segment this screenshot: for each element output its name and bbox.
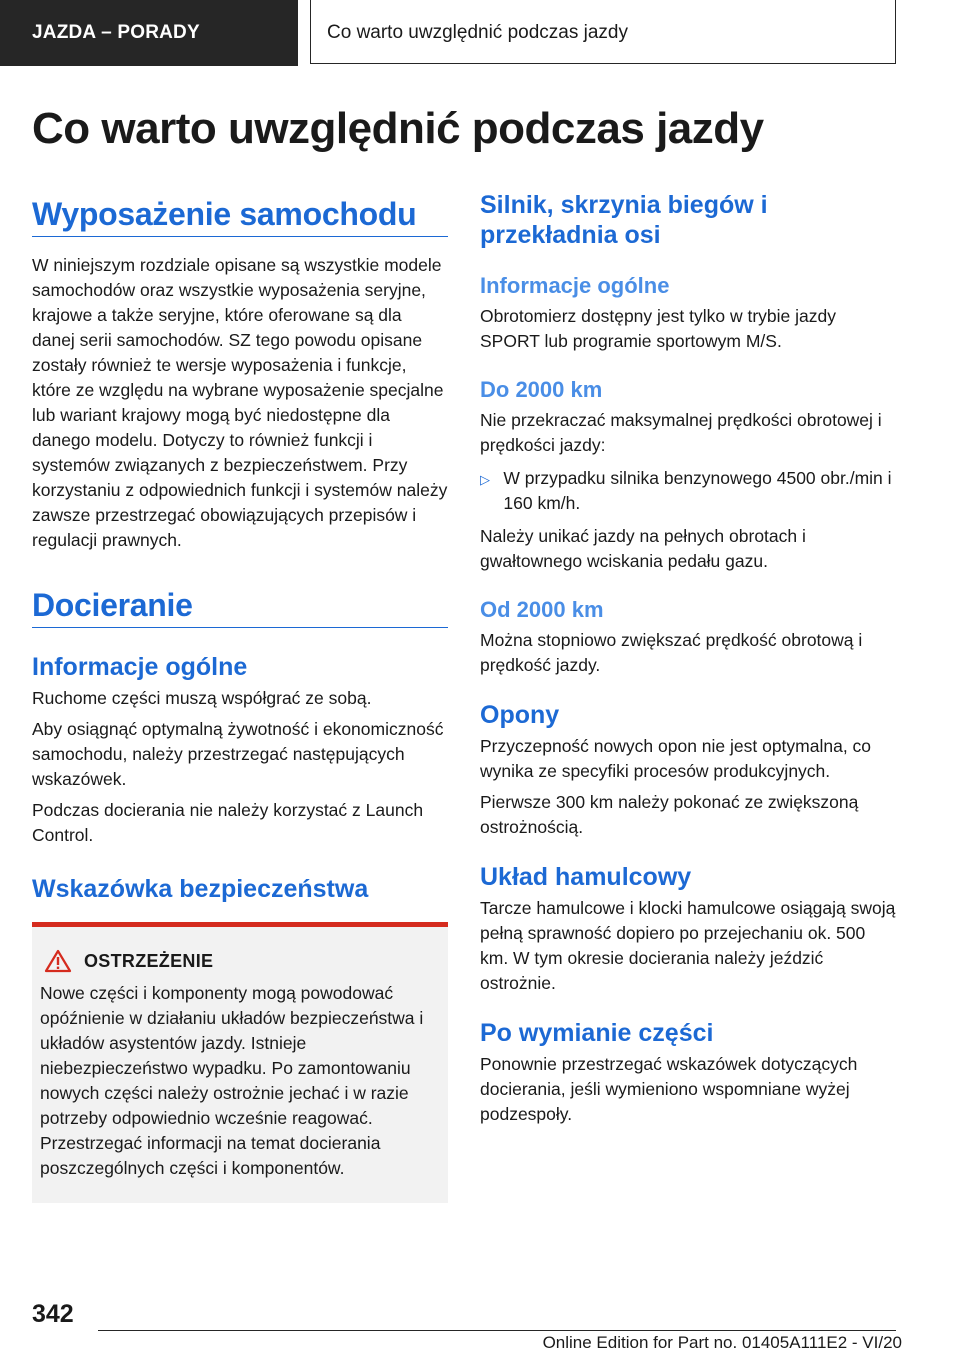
section-label: Co warto uwzględnić podczas jazdy xyxy=(310,0,896,64)
engine-general-text: Obrotomierz dostępny jest tylko w trybie jazdy SPORT lub programie sportowym M/S. xyxy=(480,306,836,351)
edition-text: Online Edition for Part no. 01405A111E2 - VI/20 xyxy=(542,1333,902,1352)
warning-text: Nowe części i komponenty mogą powodować opóźnienie w działaniu układów bezpieczeństwa i układów asystentów jazdy. Istnieje niebezpieczeństwo wypadku. Po zamontowaniu nowych części należy ostrożnie jechać i w razie potrzeby odpowiednio wcześnie reagować. Przestrzegać informacji na temat docierania poszczególnych części i komponentów. xyxy=(40,983,424,1178)
tires-p1: Przyczepność nowych opon nie jest optymalna, co wynika ze specyfiki procesów produkcyjnych. xyxy=(480,736,872,781)
heading-equipment: Wyposażenie samochodu xyxy=(32,194,448,237)
list-item xyxy=(480,466,896,516)
page-header xyxy=(0,0,960,66)
to-2000-text: Nie przekraczać maksymalnej prędkości obrotowej i prędkości jazdy: xyxy=(480,410,882,455)
tires-p2: Pierwsze 300 km należy pokonać ze zwiększoną ostrożnością. xyxy=(480,792,859,837)
heading-engine-general: Informacje ogólne xyxy=(480,273,670,298)
right-column xyxy=(480,190,896,1127)
footer-divider xyxy=(98,1330,896,1331)
breakin-p1: Ruchome części muszą współgrać ze sobą. xyxy=(32,688,372,708)
heading-parts: Po wymianie części xyxy=(480,1019,714,1047)
from-2000-text: Można stopniowo zwiększać prędkość obrotową i prędkość jazdy. xyxy=(480,630,863,675)
heading-to-2000: Do 2000 km xyxy=(480,377,603,402)
to-2000-text2: Należy unikać jazdy na pełnych obrotach i gwałtownego wciskania pedału gazu. xyxy=(480,526,806,571)
breakin-p3: Podczas docierania nie należy korzystać z Launch Control. xyxy=(32,800,424,845)
brakes-text: Tarcze hamulcowe i klocki hamulcowe osiągają swoją pełną sprawność dopiero po przejechaniu ok. 500 km. W tym okresie docierania należy jeździć ostrożnie. xyxy=(480,898,896,993)
chapter-label: JAZDA – PORADY xyxy=(0,0,298,66)
heading-safety: Wskazówka bezpieczeństwa xyxy=(32,875,369,903)
warning-header xyxy=(40,949,436,973)
warning-title: OSTRZEŻENIE xyxy=(84,950,214,971)
heading-from-2000: Od 2000 km xyxy=(480,597,604,622)
triangle-bullet-icon: ▷ xyxy=(480,472,490,487)
warning-triangle-icon xyxy=(44,949,72,973)
bullet-text: W przypadku silnika benzynowego 4500 obr./min i 160 km/h. xyxy=(503,468,892,513)
breakin-p2: Aby osiągnąć optymalną żywotność i ekonomiczność samochodu, należy przestrzegać następujących wskazówek. xyxy=(32,719,444,789)
heading-breakin-general: Informacje ogólne xyxy=(32,653,248,681)
equipment-text: W niniejszym rozdziale opisane są wszystkie modele samochodów oraz wszystkie wyposażenia seryjne, krajowe a także seryjne, które oferowane są dla danej serii samochodów. SZ tego powodu opisane zostały również te wersje wyposażenia i funkcje, które ze względu na wybrane wyposażenie specjalne lub wariant krajowy mogą być niedostępne dla danego modelu. Dotyczy to również funkcji i systemów związanych z bezpieczeństwem. Przy korzystaniu z odpowiednich funkcji i systemów należy zawsze przestrzegać obowiązujących przepisów i regulacji prawnych. xyxy=(32,255,448,550)
heading-tires: Opony xyxy=(480,701,560,729)
heading-breakin: Docieranie xyxy=(32,585,448,628)
heading-engine: Silnik, skrzynia biegów i przekładnia osi xyxy=(480,191,768,249)
warning-box xyxy=(32,922,448,1203)
parts-text: Ponownie przestrzegać wskazówek dotyczących docierania, jeśli wymieniono wspomniane wyżej podzespoły. xyxy=(480,1054,858,1124)
left-column xyxy=(32,190,448,1203)
page-number: 342 xyxy=(32,1300,74,1328)
heading-brakes: Układ hamulcowy xyxy=(480,863,692,891)
page-title: Co warto uwzględnić podczas jazdy xyxy=(32,104,764,153)
